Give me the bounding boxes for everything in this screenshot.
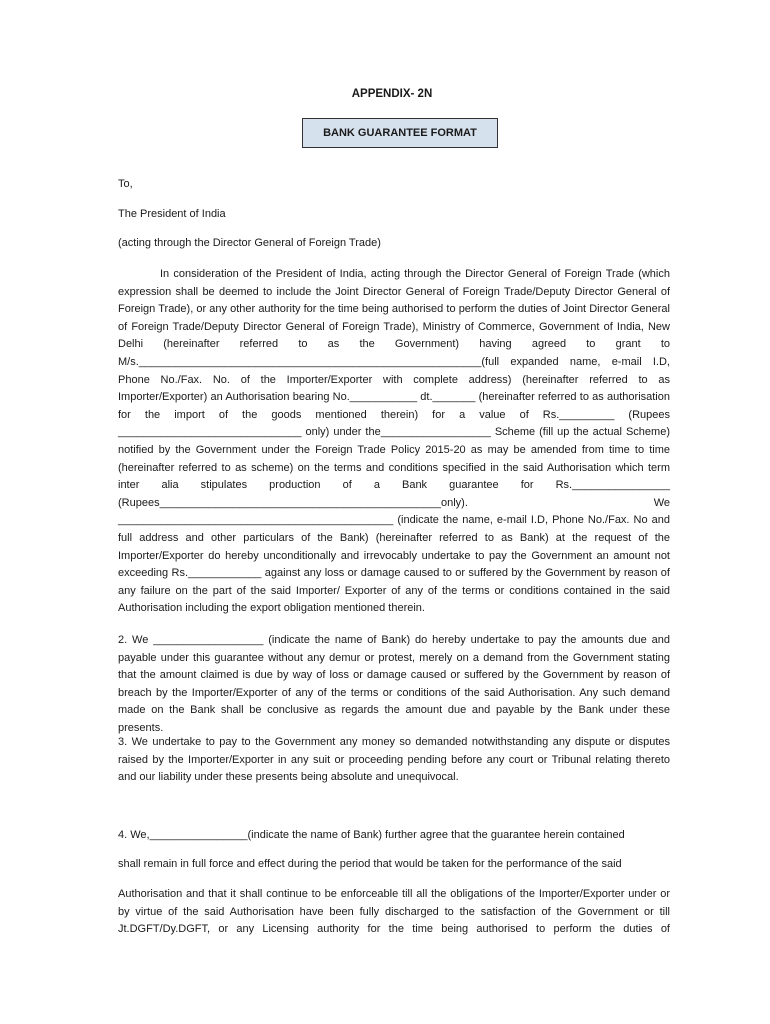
format-title-box xyxy=(302,118,498,148)
paragraph-2: 2. We __________________ (indicate the name of Bank) do hereby undertake to pay the amounts due and payable under this guarantee without any demur or protest, merely on a demand from the Government stating that the amount claimed is due by way of loss or damage caused or suffered by the Government by reason of breach by the Importer/Exporter of any of the terms or conditions of the said Authorisation. Any such demand made on the Bank shall be conclusive as regards the amount due and payable by the Bank under these presents. xyxy=(118,634,670,734)
format-title: BANK GUARANTEE FORMAT xyxy=(323,127,477,139)
paragraph-3: 3. We undertake to pay to the Government any money so demanded notwithstanding any dispute or disputes raised by the Importer/Exporter in any suit or proceeding pending before any court or Tribunal relating thereto and our liability under these presents being absolute and unequivocal. xyxy=(118,736,670,784)
paragraph-4-line-1: 4. We,________________(indicate the name of Bank) further agree that the guarantee herein contained xyxy=(118,829,625,841)
paragraph-4-line-2: shall remain in full force and effect during the period that would be taken for the performance of the said xyxy=(118,858,622,870)
salutation: To, xyxy=(118,178,133,190)
acting-through-line: (acting through the Director General of Foreign Trade) xyxy=(118,237,381,249)
appendix-title: APPENDIX- 2N xyxy=(351,88,433,100)
addressee: The President of India xyxy=(118,208,226,220)
paragraph-1: In consideration of the President of India, acting through the Director General of Foreign Trade (which expression shall be deemed to include the Joint Director General of Foreign Trade/Deputy Director General of Foreign Trade), or any other authority for the time being authorised to perform the duties of Joint Director General of Foreign Trade/Deputy Director General of Foreign Trade), Ministry of Commerce, Government of India, New Delhi (hereinafter referred to as the Government) having agreed to grant to M/s.________________________________________________________(full expanded name, e-mail I.D, Phone No./Fax. No. of the Importer/Exporter with complete address) (hereinafter referred to as Importer/Exporter) an Authorisation bearing No.___________ dt._______ (hereinafter referred to as authorisation for the import of the goods mentioned therein) for a value of Rs._________ (Rupees ______________________________ only) under the__________________ Scheme (fill up the actual Scheme) notified by the Government under the Foreign Trade Policy 2015-20 as may be amended from time to time (hereinafter referred to as scheme) on the terms and conditions specified in the said Authorisation which term inter alia stipulates production of a Bank guarantee for Rs.________________ (Rupees______________________________________________only). We _____________________________________________ (indicate the name, e-mail I.D, Phone No./Fax. No and full address and other particulars of the Bank) (hereinafter referred to as Bank) at the request of the Importer/Exporter do hereby unconditionally and irrevocably undertake to pay the Government an amount not exceeding Rs.____________ against any loss or damage caused to or suffered by the Government by reason of any failure on the part of the said Importer/ Exporter of any of the terms or conditions contained in the said Authorisation including the export obligation mentioned therein. xyxy=(118,268,670,615)
paragraph-4-continuation: Authorisation and that it shall continue to be enforceable till all the obligations of the Importer/Exporter under or by virtue of the said Authorisation have been fully discharged to the satisfaction of the Government or till Jt.DGFT/Dy.DGFT, or any Licensing authority for the time being authorised to perform the duties of xyxy=(118,888,670,936)
